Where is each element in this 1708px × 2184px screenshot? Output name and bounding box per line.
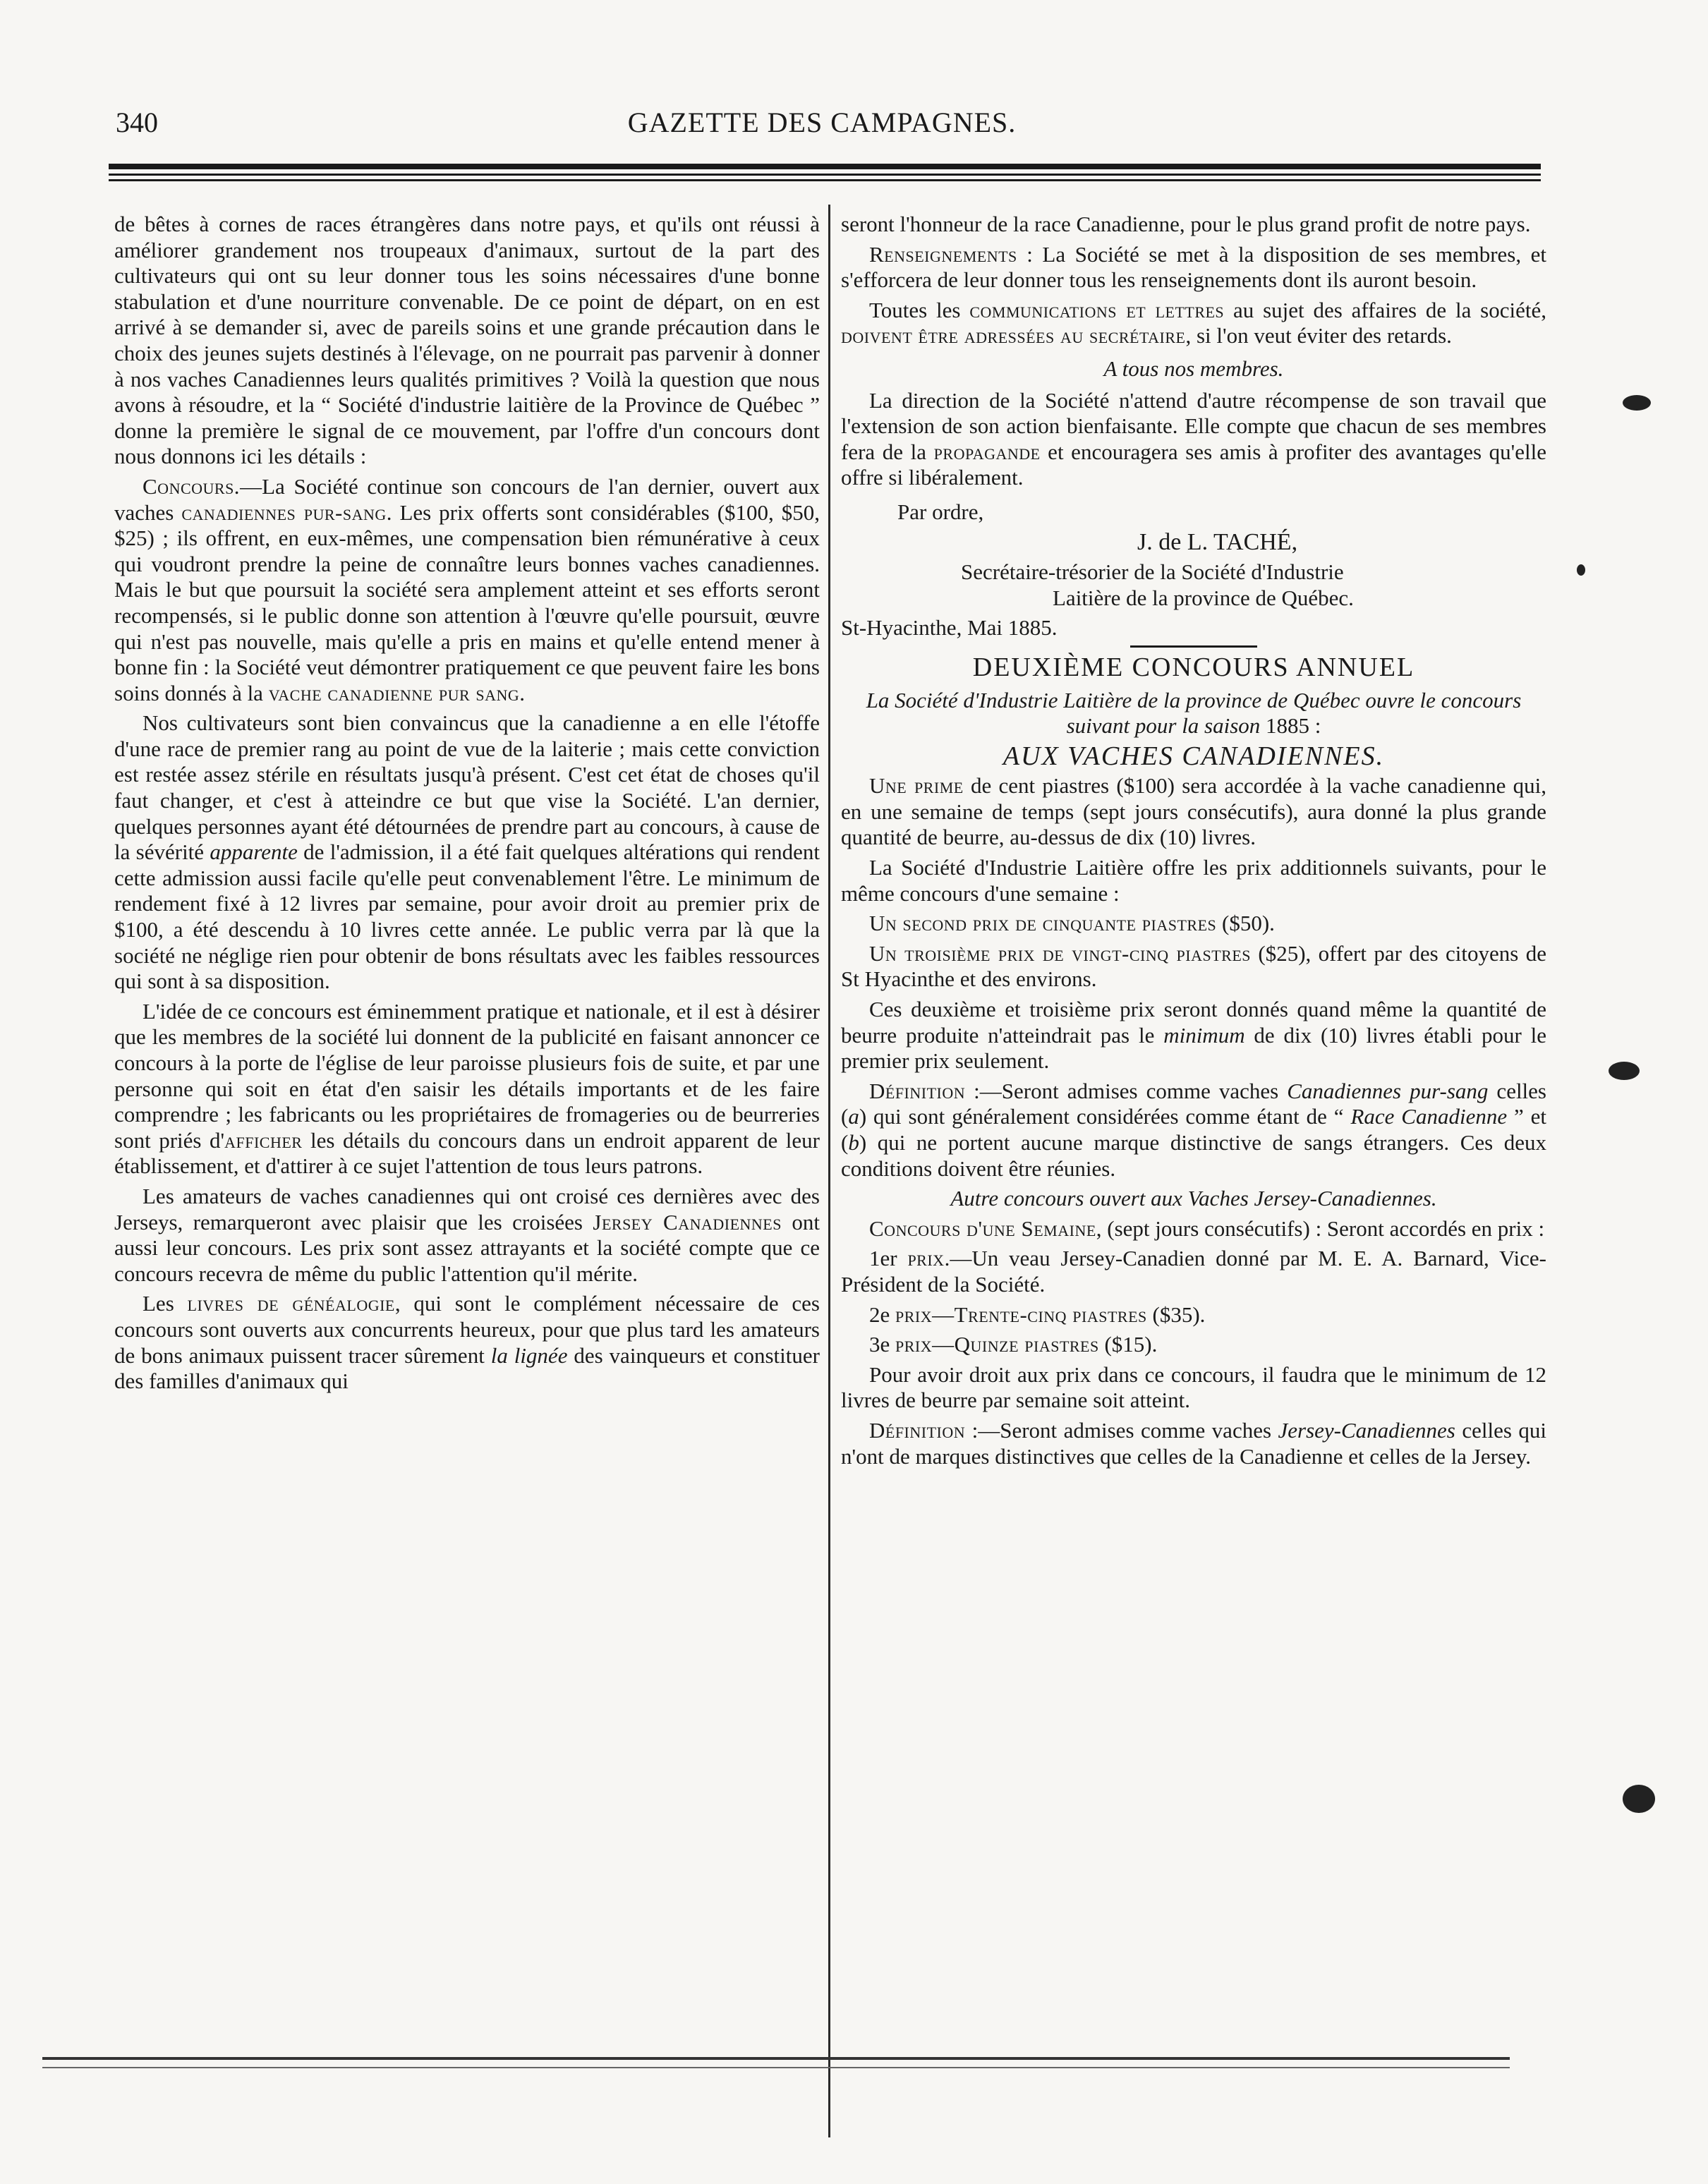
column-divider (828, 205, 830, 2137)
page-number: 340 (116, 107, 158, 138)
section-separator (1130, 645, 1257, 648)
paragraph-renseignements: Renseignements : La Société se met à la disposition de ses membres, et s'efforcera de leur donner tous les renseignements dont ils auront besoin. (841, 241, 1546, 293)
paragraph: La direction de la Société n'attend d'autre récompense de son travail que l'extension de son action bienfaisante. Elle compte que chacun de ses membres fera de la propagande et encouragera ses amis à profiter des avantages qu'elle offre si libéralement. (841, 387, 1546, 490)
paragraph-jersey-prize-2: 2e prix—Trente-cinq piastres ($35). (869, 1302, 1206, 1327)
paragraph-prize-3: Un troisième prix de vingt-cinq piastres ($25), offert par des citoyens de St Hyacinthe et des environs. (841, 940, 1546, 992)
paragraph-communications: Toutes les communications et lettres au sujet des affaires de la société, doivent être adressées au secrétaire, si l'on veut éviter des retards. (841, 297, 1546, 348)
right-column (841, 212, 1546, 1474)
paragraph: La Société d'Industrie Laitière offre les prix additionnels suivants, pour le même concours d'une semaine : (841, 855, 1546, 906)
footer-rule (42, 2057, 1510, 2060)
page-header (106, 99, 1538, 148)
paragraph: Les livres de généalogie, qui sont le complément nécessaire de ces concours sont ouverts aux concurrents heureux, pour que plus tard les amateurs de bons animaux puissent tracer sûrement la lignée des vainqueurs et constituer des familles d'animaux qui (114, 1291, 820, 1394)
left-column (114, 212, 820, 1399)
paragraph: Nos cultivateurs sont bien convaincus que la canadienne a en elle l'étoffe d'une race de premier rang au point de vue de la laiterie ; mais cette conviction est restée assez stérile en résultats jusqu'à présent. C'est cet état de choses qu'il faut changer, et c'est à atteindre ce but que vise la Société. L'an dernier, quelques personnes ayant été détournées de prendre part au concours, à cause de la sévérité apparente de l'admission, il a été fait quelques altérations qui rendent cette admission aussi facile qu'elle peut convenablement l'être. Le minimum de rendement fixé à 12 livres par semaine, pour avoir droit au premier prix de $100, a été descendu à 10 livres cette année. Le public verra par là que la société ne néglige rien pour obtenir de bons résultats avec les faibles ressources qui sont à sa disposition. (114, 710, 820, 994)
paragraph-prize-2: Un second prix de cinquante piastres ($50). (869, 911, 1275, 936)
header-rule-thin (109, 174, 1541, 176)
header-rule-thin-2 (109, 179, 1541, 181)
scan-speck (1609, 1062, 1640, 1080)
paragraph: Les amateurs de vaches canadiennes qui ont croisé ces dernières avec des Jerseys, remarqueront avec plaisir que les croisées Jersey Canadiennes ont aussi leur concours. Les prix sont assez attrayants et la société compte que ce concours recevra de même du public l'attention qu'il mérite. (114, 1183, 820, 1286)
paragraph: Pour avoir droit aux prix dans ce concours, il faudra que le minimum de 12 livres de beurre par semaine soit atteint. (841, 1361, 1546, 1413)
footer-rule-thin (42, 2067, 1510, 2068)
paragraph-definition-2: Définition :—Seront admises comme vaches Jersey-Canadiennes celles qui n'ont de marques distinctives que celles de la Canadienne et celles de la Jersey. (841, 1417, 1546, 1469)
paragraph: L'idée de ce concours est éminemment pratique et nationale, et il est à désirer que les membres de la société lui donnent de la publicité en faisant annoncer ce concours à la porte de l'église de leur paroisse plusieurs fois de suite, et par une personne qui soit en état d'en saisir les détails importants et de les faire comprendre ; les fabricants ou les propriétaires de fromageries ou de beurreries sont priés d'afficher les détails du concours dans un endroit apparent de leur établissement, et d'attirer à ce sujet l'attention de tous leurs patrons. (114, 998, 820, 1179)
signature-title-2: Laitière de la province de Québec. (1053, 585, 1354, 610)
contest-heading: DEUXIÈME CONCOURS ANNUEL (972, 652, 1415, 682)
place-date: St-Hyacinthe, Mai 1885. (841, 615, 1058, 641)
paragraph-jersey-prize-1: 1er prix.—Un veau Jersey-Canadien donné par M. E. A. Barnard, Vice-Président de la Société. (841, 1246, 1546, 1297)
scan-speck (1623, 395, 1651, 411)
signature-title-1: Secrétaire-trésorier de la Société d'Industrie (961, 559, 1344, 585)
paragraph-prize-1: Une prime de cent piastres ($100) sera accordée à la vache canadienne qui, en une semaine de temps (sept jours consécutifs), aura donné la plus grande quantité de beurre, au-dessus de dix (10) livres. (841, 773, 1546, 850)
newspaper-page (106, 99, 1547, 2144)
signature-name: J. de L. TACHÉ, (1137, 528, 1298, 555)
paragraph-concours: Concours.—La Société continue son concours de l'an dernier, ouvert aux vaches canadiennes pur-sang. Les prix offerts sont considérables ($100, $50, $25) ; ils offrent, en eux-mêmes, une compensation bien rémunérative à ceux qui voudront prendre la peine de connaître leurs bonnes vaches canadiennes. Mais le but que poursuit la société sera amplement atteint et ses efforts seront recompensés, si le public donne son attention à l'œuvre qu'elle poursuit, œuvre qui n'est pas nouvelle, mais qu'elle a pris en mains et qu'elle entend mener à bonne fin : la Société veut démontrer pratiquement ce que peuvent faire les bons soins donnés à la vache canadienne pur sang. (114, 473, 820, 705)
paragraph-week: Concours d'une Semaine, (sept jours consécutifs) : Seront accordés en prix : (869, 1215, 1545, 1241)
par-ordre: Par ordre, (897, 499, 984, 524)
paragraph: de bêtes à cornes de races étrangères dans notre pays, et qu'ils ont réussi à améliorer grandement nos troupeaux d'animaux, surtout de la part des cultivateurs qui ont su leur donner tous les soins nécessaires d'une bonne stabulation et d'une nourriture convenable. De ce point de départ, on en est arrivé à se demander si, avec de pareils soins et une grande précaution dans le choix des jeunes sujets destinés à l'élevage, on ne pourrait pas parvenir à donner à nos vaches Canadiennes leurs qualités primitives ? Voilà la question que nous avons à résoudre, et la “ Société d'industrie laitière de la Province de Québec ” donne la première le signal de ce mouvement, par l'offre d'un concours dont nous donnons ici les détails : (114, 212, 820, 469)
contest-intro: La Société d'Industrie Laitière de la province de Québec ouvre le concours suivant pour la saison 1885 : (866, 687, 1522, 739)
paragraph: Ces deuxième et troisième prix seront donnés quand même la quantité de beurre produite n'atteindrait pas le minimum de dix (10) livres établi pour le premier prix seulement. (841, 997, 1546, 1074)
members-heading: A tous nos membres. (1103, 356, 1284, 381)
paragraph-jersey-prize-3: 3e prix—Quinze piastres ($15). (869, 1332, 1158, 1357)
paragraph-definition-1: Définition :—Seront admises comme vaches Canadiennes pur-sang celles (a) qui sont généralement considérées comme étant de “ Race Canadienne ” et (b) qui ne portent aucune marque distinctive de sangs étrangers. Ces deux conditions doivent être réunies. (841, 1078, 1547, 1181)
jersey-heading: Autre concours ouvert aux Vaches Jersey-Canadiennes. (950, 1186, 1437, 1211)
cows-heading: AUX VACHES CANADIENNES. (1003, 741, 1385, 771)
scan-speck (1623, 1785, 1655, 1813)
header-rule-thick (109, 164, 1541, 169)
scan-speck (1577, 564, 1585, 576)
paragraph: seront l'honneur de la race Canadienne, pour le plus grand profit de notre pays. (841, 212, 1531, 236)
journal-title: GAZETTE DES CAMPAGNES. (627, 107, 1017, 138)
